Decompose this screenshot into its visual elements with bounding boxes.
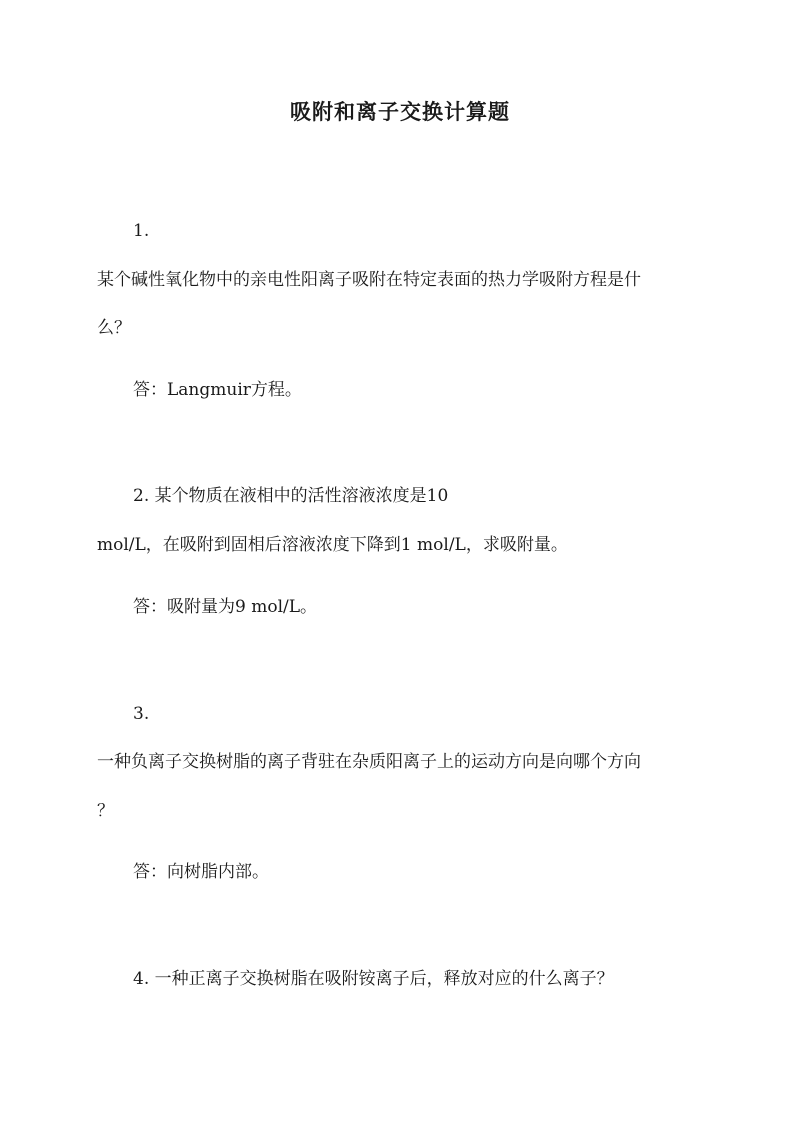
document-title: 吸附和离子交换计算题 [290,99,510,124]
question-2-text-start: 某个物质在液相中的活性溶液浓度是10 [154,486,449,506]
question-3-number: 3. [133,704,150,724]
question-3-answer: 答：向树脂内部。 [133,862,269,882]
question-2-text-line-1 [133,484,448,508]
question-3-text-line-1: 一种负离子交换树脂的离子背驻在杂质阳离子上的运动方向是向哪个方向 [97,752,641,772]
question-1-text-line-2: 么？ [97,318,131,338]
question-1-answer: 答：Langmuir方程。 [133,380,302,400]
question-4-text-line-1 [133,967,614,991]
question-4-number: 4. [133,969,150,989]
question-2-answer: 答：吸附量为9 mol/L。 [133,597,318,617]
question-2-number: 2. [133,486,150,506]
question-2-text-line-2: mol/L，在吸附到固相后溶液浓度下降到1 mol/L，求吸附量。 [97,535,568,555]
question-1-text-line-1: 某个碱性氧化物中的亲电性阳离子吸附在特定表面的热力学吸附方程是什 [97,270,641,290]
question-3-text-line-2: ？ [97,801,114,821]
question-4-text: 一种正离子交换树脂在吸附铵离子后，释放对应的什么离子？ [154,969,614,989]
question-1-number: 1. [133,221,150,241]
